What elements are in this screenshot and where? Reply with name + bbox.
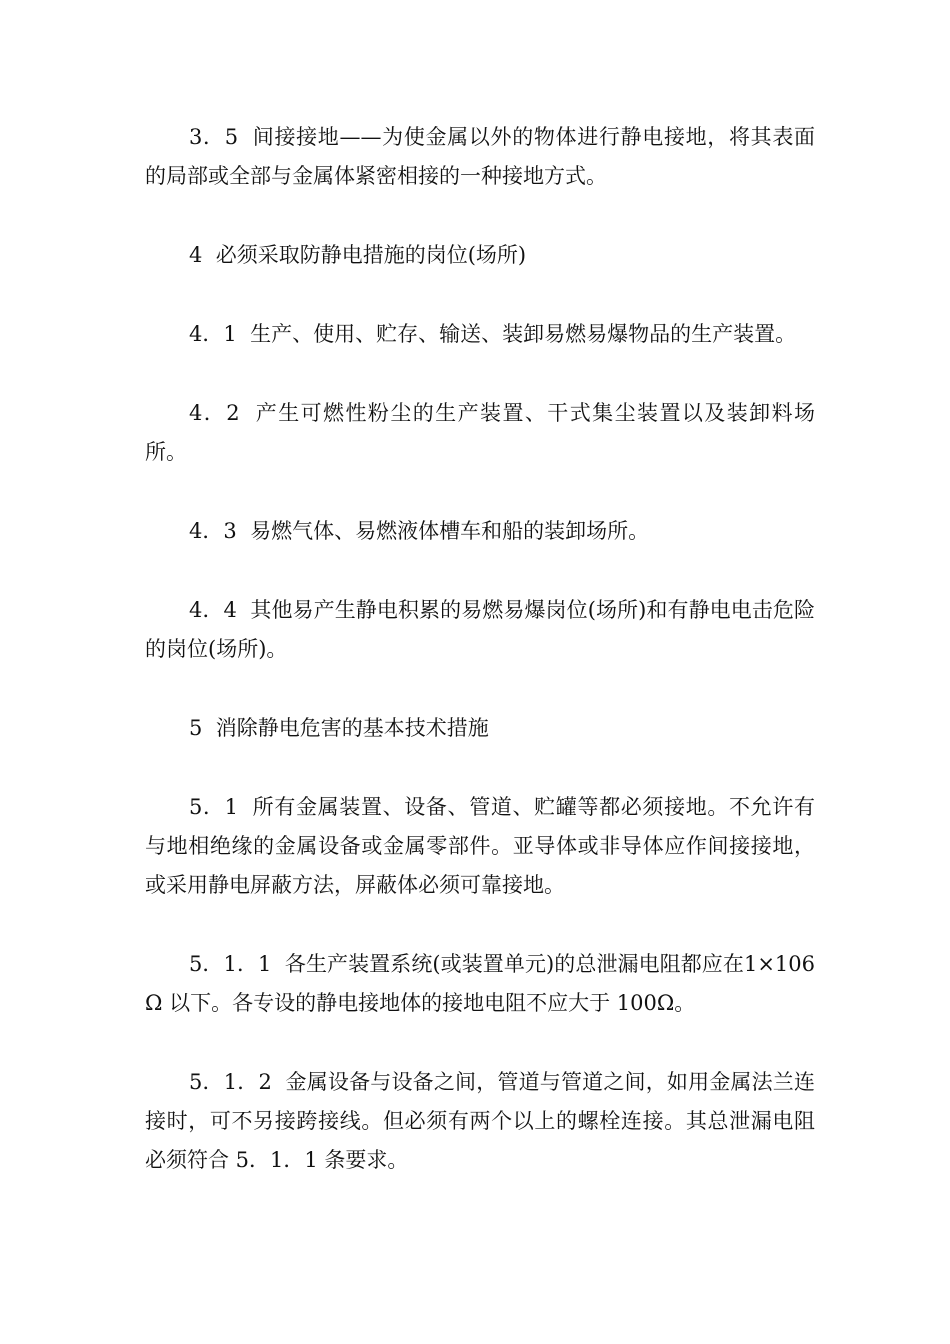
paragraph-4-3: 4．3 易燃气体、易燃液体槽车和船的装卸场所。: [189, 519, 650, 543]
section-heading-4: 4 必须采取防静电措施的岗位(场所): [189, 243, 527, 267]
paragraph-5-1: 5．1 所有金属装置、设备、管道、贮罐等都必须接地。不允许有与地相绝缘的金属设备或金属零部件。亚导体或非导体应作间接接地，或采用静电屏蔽方法，屏蔽体必须可靠接地。: [145, 795, 815, 897]
document-body: [145, 118, 815, 1180]
paragraph-3-5: 3．5 间接接地——为使金属以外的物体进行静电接地，将其表面的局部或全部与金属体紧密相接的一种接地方式。: [145, 125, 815, 188]
paragraph-5-1-1: 5．1．1 各生产装置系统(或装置单元)的总泄漏电阻都应在1×106Ω 以下。各专设的静电接地体的接地电阻不应大于 100Ω。: [145, 952, 815, 1015]
paragraph-4-1: 4．1 生产、使用、贮存、输送、装卸易燃易爆物品的生产装置。: [189, 322, 797, 346]
paragraph-4-4: 4．4 其他易产生静电积累的易燃易爆岗位(场所)和有静电电击危险的岗位(场所)。: [145, 598, 815, 661]
section-heading-5: 5 消除静电危害的基本技术措施: [189, 716, 489, 740]
paragraph-5-1-2: 5．1．2 金属设备与设备之间，管道与管道之间，如用金属法兰连接时，可不另接跨接线。但必须有两个以上的螺栓连接。其总泄漏电阻必须符合 5．1．1 条要求。: [145, 1070, 815, 1172]
paragraph-4-2: 4．2 产生可燃性粉尘的生产装置、干式集尘装置以及装卸料场所。: [145, 401, 815, 464]
